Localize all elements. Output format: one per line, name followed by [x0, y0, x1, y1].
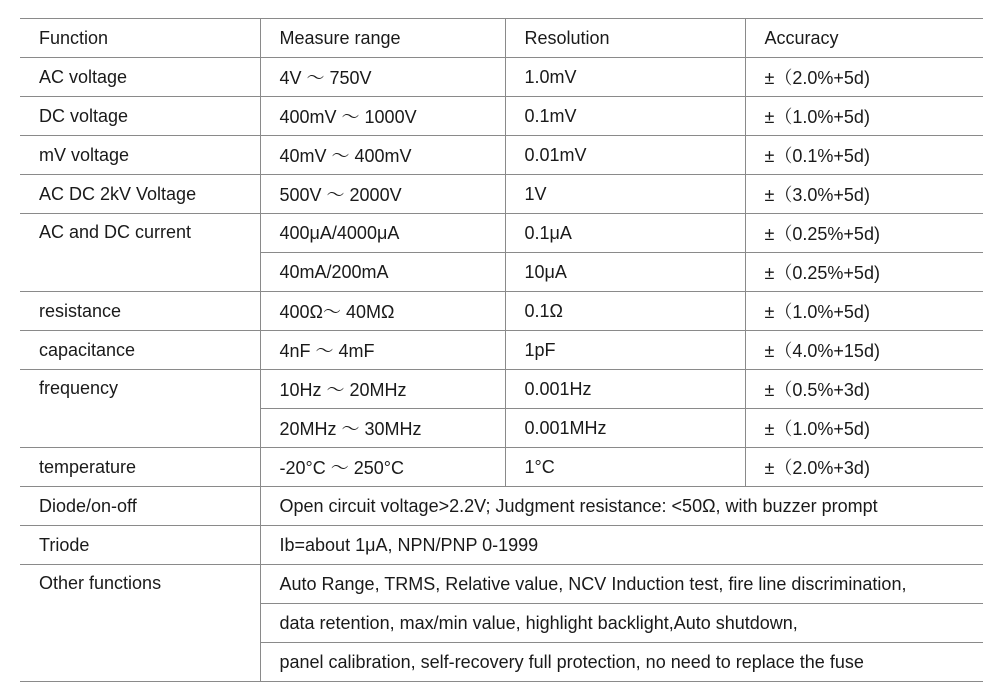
table-row: [20, 58, 983, 97]
function-cell: resistance: [20, 292, 260, 331]
function-cell: Triode: [20, 526, 260, 565]
resolution-cell: 0.1mV: [505, 97, 745, 136]
resolution-cell: 0.1μA: [505, 214, 745, 253]
table-row: [20, 370, 983, 409]
accuracy-cell: ±（4.0%+15d): [745, 331, 983, 370]
accuracy-cell: ±（2.0%+5d): [745, 58, 983, 97]
function-cell: temperature: [20, 448, 260, 487]
function-cell: frequency: [20, 370, 260, 448]
function-cell: capacitance: [20, 331, 260, 370]
function-cell: mV voltage: [20, 136, 260, 175]
description-cell: panel calibration, self-recovery full protection, no need to replace the fuse: [260, 643, 983, 682]
resolution-cell: 0.001Hz: [505, 370, 745, 409]
description-cell: Ib=about 1μA, NPN/PNP 0-1999: [260, 526, 983, 565]
specification-table: [20, 18, 983, 682]
accuracy-cell: ±（0.25%+5d): [745, 253, 983, 292]
accuracy-cell: ±（0.5%+3d): [745, 370, 983, 409]
range-cell: 4V ～ 750V: [260, 58, 505, 97]
accuracy-cell: ±（0.25%+5d): [745, 214, 983, 253]
resolution-cell: 0.1Ω: [505, 292, 745, 331]
range-cell: 10Hz ～ 20MHz: [260, 370, 505, 409]
resolution-cell: 1°C: [505, 448, 745, 487]
accuracy-cell: ±（0.1%+5d): [745, 136, 983, 175]
description-cell: Auto Range, TRMS, Relative value, NCV Induction test, fire line discrimination,: [260, 565, 983, 604]
table-row: [20, 175, 983, 214]
table-row: [20, 448, 983, 487]
resolution-cell: 1.0mV: [505, 58, 745, 97]
function-cell: AC DC 2kV Voltage: [20, 175, 260, 214]
function-cell: Diode/on-off: [20, 487, 260, 526]
header-resolution: Resolution: [505, 19, 745, 58]
table-row: [20, 331, 983, 370]
range-cell: 400Ω～ 40MΩ: [260, 292, 505, 331]
function-cell: DC voltage: [20, 97, 260, 136]
accuracy-cell: ±（3.0%+5d): [745, 175, 983, 214]
table-row: [20, 526, 983, 565]
header-accuracy: Accuracy: [745, 19, 983, 58]
table-row: [20, 97, 983, 136]
range-cell: -20°C ～ 250°C: [260, 448, 505, 487]
range-cell: 4nF ～ 4mF: [260, 331, 505, 370]
range-cell: 400μA/4000μA: [260, 214, 505, 253]
table-header-row: [20, 19, 983, 58]
accuracy-cell: ±（1.0%+5d): [745, 97, 983, 136]
accuracy-cell: ±（1.0%+5d): [745, 292, 983, 331]
range-cell: 40mA/200mA: [260, 253, 505, 292]
function-cell: AC voltage: [20, 58, 260, 97]
range-cell: 40mV ～ 400mV: [260, 136, 505, 175]
header-function: Function: [20, 19, 260, 58]
function-cell: AC and DC current: [20, 214, 260, 292]
resolution-cell: 10μA: [505, 253, 745, 292]
resolution-cell: 0.001MHz: [505, 409, 745, 448]
resolution-cell: 0.01mV: [505, 136, 745, 175]
table-row: [20, 487, 983, 526]
accuracy-cell: ±（2.0%+3d): [745, 448, 983, 487]
accuracy-cell: ±（1.0%+5d): [745, 409, 983, 448]
function-cell: Other functions: [20, 565, 260, 682]
description-cell: Open circuit voltage>2.2V; Judgment resistance: <50Ω, with buzzer prompt: [260, 487, 983, 526]
table-row: [20, 136, 983, 175]
description-cell: data retention, max/min value, highlight backlight,Auto shutdown,: [260, 604, 983, 643]
resolution-cell: 1pF: [505, 331, 745, 370]
range-cell: 500V ～ 2000V: [260, 175, 505, 214]
range-cell: 20MHz ～ 30MHz: [260, 409, 505, 448]
table-row: [20, 292, 983, 331]
table-row: [20, 565, 983, 604]
table-row: [20, 214, 983, 253]
range-cell: 400mV ～ 1000V: [260, 97, 505, 136]
resolution-cell: 1V: [505, 175, 745, 214]
header-measure-range: Measure range: [260, 19, 505, 58]
